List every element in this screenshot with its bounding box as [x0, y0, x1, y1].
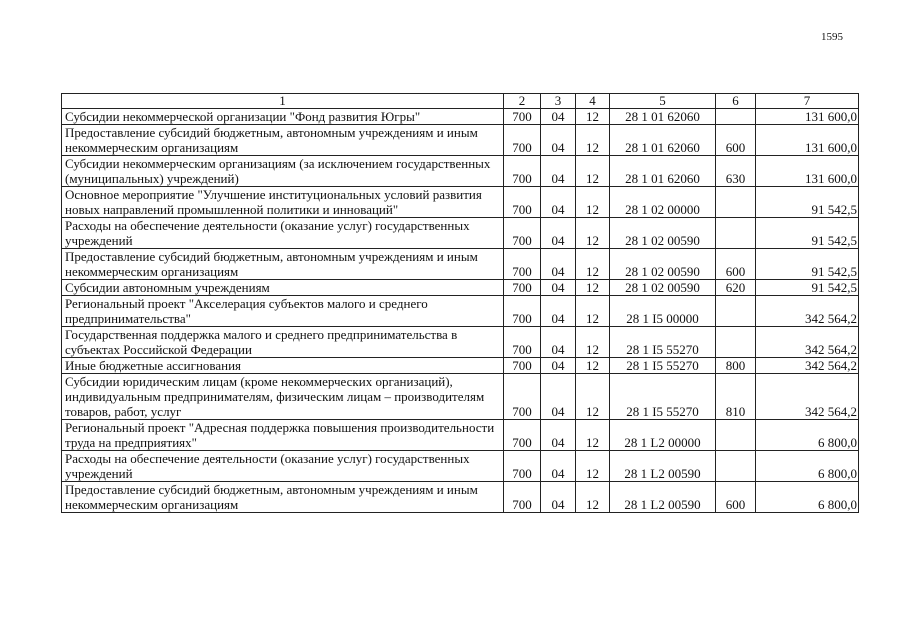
cell-amount: 131 600,0: [756, 156, 859, 187]
column-header: 2: [504, 94, 541, 109]
cell-c4: 12: [576, 156, 610, 187]
cell-c6: 800: [716, 358, 756, 374]
table-row: [62, 280, 859, 296]
column-header: 3: [541, 94, 576, 109]
cell-c4: 12: [576, 451, 610, 482]
cell-c5: 28 1 01 62060: [610, 109, 716, 125]
cell-c2: 700: [504, 109, 541, 125]
table-row: [62, 327, 859, 358]
cell-c6: 810: [716, 374, 756, 420]
cell-c3: 04: [541, 249, 576, 280]
cell-c2: 700: [504, 451, 541, 482]
cell-c2: 700: [504, 280, 541, 296]
cell-c6: 620: [716, 280, 756, 296]
row-name: Субсидии юридическим лицам (кроме некоммерческих организаций), индивидуальным предпринимателям, физическим лицам – производителям товаров, работ, услуг: [62, 374, 504, 420]
cell-c5: 28 1 02 00000: [610, 187, 716, 218]
cell-c2: 700: [504, 327, 541, 358]
cell-c5: 28 1 02 00590: [610, 280, 716, 296]
cell-amount: 6 800,0: [756, 482, 859, 513]
cell-c5: 28 1 I5 55270: [610, 358, 716, 374]
cell-c3: 04: [541, 109, 576, 125]
cell-c4: 12: [576, 374, 610, 420]
cell-c4: 12: [576, 358, 610, 374]
cell-c4: 12: [576, 218, 610, 249]
row-name: Субсидии некоммерческим организациям (за исключением государственных (муниципальных) учреждений): [62, 156, 504, 187]
column-header: 4: [576, 94, 610, 109]
cell-c6: 600: [716, 249, 756, 280]
cell-amount: 91 542,5: [756, 218, 859, 249]
cell-c4: 12: [576, 125, 610, 156]
cell-c6: [716, 420, 756, 451]
cell-c4: 12: [576, 109, 610, 125]
cell-c2: 700: [504, 420, 541, 451]
cell-c3: 04: [541, 187, 576, 218]
table-row: [62, 374, 859, 420]
row-name: Предоставление субсидий бюджетным, автономным учреждениям и иным некоммерческим организациям: [62, 249, 504, 280]
table-row: [62, 109, 859, 125]
cell-c2: 700: [504, 296, 541, 327]
column-header: 1: [62, 94, 504, 109]
cell-amount: 131 600,0: [756, 125, 859, 156]
cell-c5: 28 1 I5 55270: [610, 327, 716, 358]
cell-c6: [716, 296, 756, 327]
cell-c3: 04: [541, 296, 576, 327]
cell-c5: 28 1 02 00590: [610, 218, 716, 249]
cell-c4: 12: [576, 187, 610, 218]
column-header: 6: [716, 94, 756, 109]
cell-c3: 04: [541, 218, 576, 249]
cell-c3: 04: [541, 374, 576, 420]
cell-c2: 700: [504, 125, 541, 156]
row-name: Иные бюджетные ассигнования: [62, 358, 504, 374]
cell-c3: 04: [541, 451, 576, 482]
cell-c3: 04: [541, 156, 576, 187]
cell-c5: 28 1 I5 55270: [610, 374, 716, 420]
cell-c5: 28 1 01 62060: [610, 156, 716, 187]
cell-c2: 700: [504, 374, 541, 420]
cell-amount: 131 600,0: [756, 109, 859, 125]
cell-c6: [716, 187, 756, 218]
table-row: [62, 420, 859, 451]
column-header: 7: [756, 94, 859, 109]
cell-c6: [716, 109, 756, 125]
cell-c5: 28 1 I5 00000: [610, 296, 716, 327]
cell-amount: 342 564,2: [756, 374, 859, 420]
row-name: Субсидии автономным учреждениям: [62, 280, 504, 296]
budget-table: [61, 93, 859, 513]
cell-amount: 6 800,0: [756, 420, 859, 451]
row-name: Основное мероприятие "Улучшение институциональных условий развития новых направлений промышленной политики и инноваций": [62, 187, 504, 218]
cell-c2: 700: [504, 482, 541, 513]
cell-c4: 12: [576, 482, 610, 513]
cell-c5: 28 1 01 62060: [610, 125, 716, 156]
row-name: Расходы на обеспечение деятельности (оказание услуг) государственных учреждений: [62, 218, 504, 249]
cell-c6: 630: [716, 156, 756, 187]
row-name: Предоставление субсидий бюджетным, автономным учреждениям и иным некоммерческим организациям: [62, 125, 504, 156]
cell-c3: 04: [541, 327, 576, 358]
row-name: Расходы на обеспечение деятельности (оказание услуг) государственных учреждений: [62, 451, 504, 482]
table-row: [62, 249, 859, 280]
row-name: Региональный проект "Акселерация субъектов малого и среднего предпринимательства": [62, 296, 504, 327]
cell-c6: [716, 451, 756, 482]
cell-c2: 700: [504, 187, 541, 218]
cell-c2: 700: [504, 218, 541, 249]
cell-amount: 342 564,2: [756, 358, 859, 374]
table-row: [62, 218, 859, 249]
cell-c2: 700: [504, 156, 541, 187]
cell-c3: 04: [541, 482, 576, 513]
cell-c3: 04: [541, 358, 576, 374]
row-name: Региональный проект "Адресная поддержка повышения производительности труда на предприятиях": [62, 420, 504, 451]
table-header-row: [62, 94, 859, 109]
cell-c3: 04: [541, 125, 576, 156]
row-name: Государственная поддержка малого и среднего предпринимательства в субъектах Российской Федерации: [62, 327, 504, 358]
cell-amount: 342 564,2: [756, 327, 859, 358]
cell-amount: 6 800,0: [756, 451, 859, 482]
cell-c6: 600: [716, 125, 756, 156]
cell-c3: 04: [541, 280, 576, 296]
cell-amount: 91 542,5: [756, 280, 859, 296]
cell-c5: 28 1 L2 00590: [610, 451, 716, 482]
table-row: [62, 187, 859, 218]
cell-c5: 28 1 L2 00000: [610, 420, 716, 451]
column-header: 5: [610, 94, 716, 109]
cell-amount: 91 542,5: [756, 187, 859, 218]
table-row: [62, 125, 859, 156]
row-name: Субсидии некоммерческой организации "Фонд развития Югры": [62, 109, 504, 125]
cell-c5: 28 1 02 00590: [610, 249, 716, 280]
table-row: [62, 156, 859, 187]
cell-c4: 12: [576, 249, 610, 280]
table-row: [62, 482, 859, 513]
page-number: 1595: [821, 31, 843, 43]
cell-c4: 12: [576, 280, 610, 296]
cell-c6: [716, 327, 756, 358]
cell-amount: 342 564,2: [756, 296, 859, 327]
cell-c3: 04: [541, 420, 576, 451]
table-row: [62, 358, 859, 374]
cell-c6: 600: [716, 482, 756, 513]
cell-c4: 12: [576, 420, 610, 451]
table-row: [62, 451, 859, 482]
cell-c4: 12: [576, 327, 610, 358]
cell-amount: 91 542,5: [756, 249, 859, 280]
cell-c2: 700: [504, 249, 541, 280]
table-row: [62, 296, 859, 327]
cell-c2: 700: [504, 358, 541, 374]
cell-c4: 12: [576, 296, 610, 327]
cell-c5: 28 1 L2 00590: [610, 482, 716, 513]
cell-c6: [716, 218, 756, 249]
row-name: Предоставление субсидий бюджетным, автономным учреждениям и иным некоммерческим организациям: [62, 482, 504, 513]
